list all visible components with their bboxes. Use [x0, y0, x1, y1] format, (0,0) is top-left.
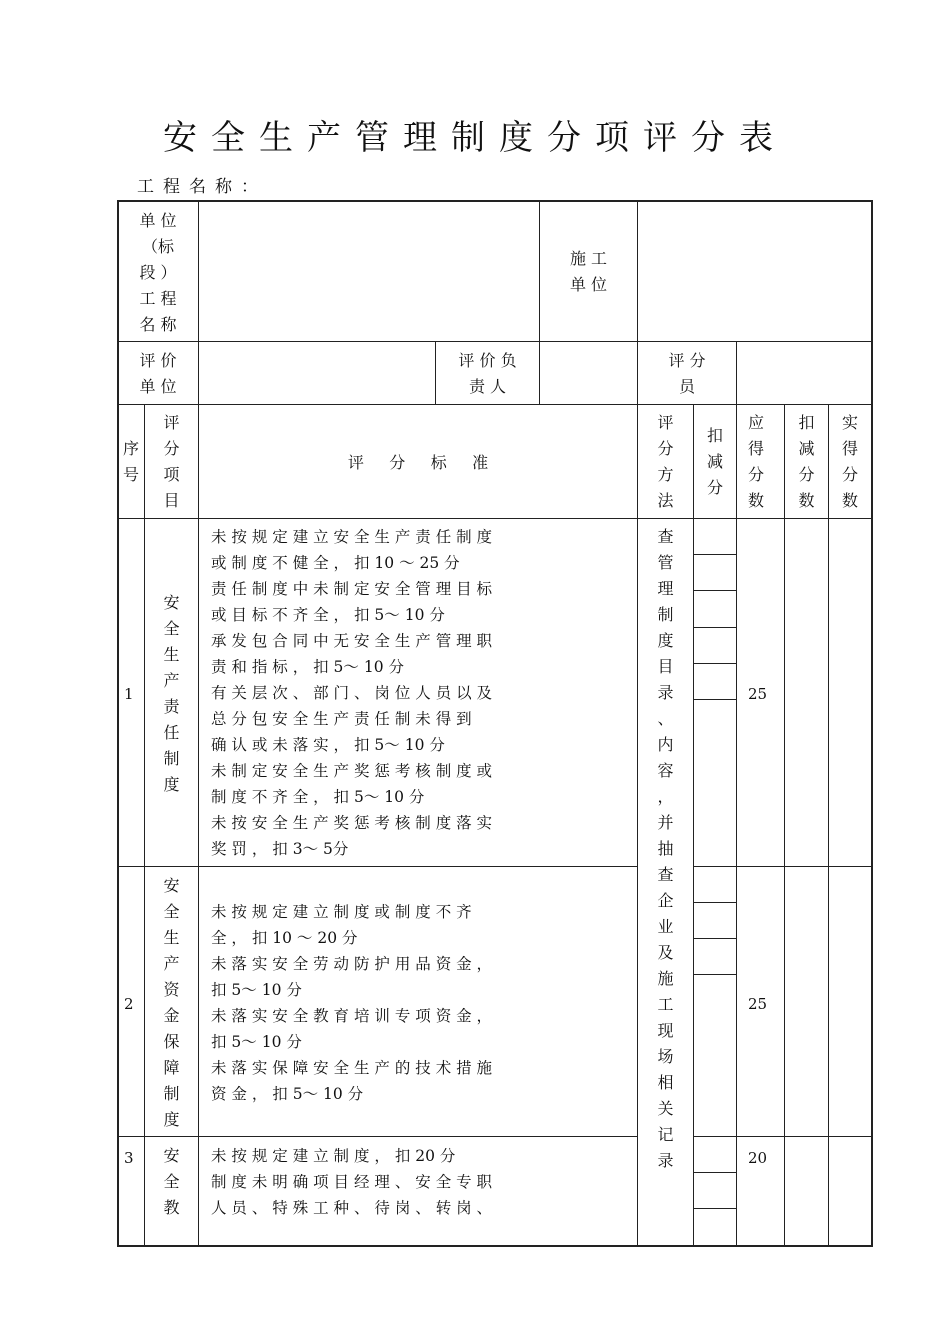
row2-item-char: 安: [163, 876, 180, 895]
row1-criteria-line: 总 分 包 安 全 生 产 责 任 制 未 得 到: [211, 710, 472, 728]
row1-criteria-line: 或 制 度 不 健 全 ， 扣 10 ～ 25 分: [211, 554, 460, 572]
method-char: 、: [657, 709, 674, 728]
eval-unit-field[interactable]: [199, 343, 434, 403]
row1-item-char: 产: [163, 671, 180, 690]
col-seq-header: [118, 436, 144, 488]
row3-item: [145, 1143, 198, 1221]
row2-seq: 2: [124, 995, 134, 1013]
eval-lead-field[interactable]: [540, 343, 636, 403]
page-title: 安全生产管理制度分项评分表: [163, 118, 787, 158]
method-char: ，: [657, 787, 674, 806]
row1-seq: 1: [124, 685, 134, 703]
row3-item-char: 全: [163, 1172, 180, 1191]
method-char: 关: [657, 1099, 674, 1118]
row3-criteria-line: 未 按 规 定 建 立 制 度 ， 扣 20 分: [211, 1147, 456, 1165]
row2-item-char: 保: [163, 1032, 180, 1051]
method-char: 及: [657, 943, 674, 962]
method-char: 制: [657, 605, 674, 624]
method-char: 抽: [657, 839, 674, 858]
row1-item-char: 度: [163, 775, 180, 794]
row2-criteria-line: 资 金 ， 扣 5～ 10 分: [211, 1085, 364, 1103]
project-name-label: 工程名称：: [137, 177, 267, 197]
row1-criteria-line: 责 和 指 标 ， 扣 5～ 10 分: [211, 658, 405, 676]
scorer-label: 评 分 员: [668, 351, 706, 396]
construction-unit-field[interactable]: [639, 202, 870, 340]
col-item-header: 评 分 项 目: [163, 413, 180, 510]
col-criteria-header: 评 分 标 准: [347, 453, 489, 472]
row3-criteria-line: 人 员 、 特 殊 工 种 、 待 岗 、 转 岗 、: [211, 1199, 493, 1217]
row1-item-char: 生: [163, 645, 180, 664]
method-char: 容: [657, 761, 674, 780]
col-actual-header: 实 得 分 数: [841, 413, 858, 510]
col-method-header: 评 分 方 法: [657, 413, 674, 510]
row2-criteria-line: 未 按 规 定 建 立 制 度 或 制 度 不 齐: [211, 903, 472, 921]
row2-criteria-line: 全 ， 扣 10 ～ 20 分: [211, 929, 358, 947]
method-char: 业: [657, 917, 674, 936]
row2-item-char: 生: [163, 928, 180, 947]
row1-criteria-line: 或 目 标 不 齐 全 ， 扣 5～ 10 分: [211, 606, 445, 624]
eval-lead-label: 评 价 负 责 人: [458, 351, 517, 396]
method-char: 工: [657, 995, 674, 1014]
row3-due: 20: [748, 1149, 768, 1167]
row3-item-char: 安: [163, 1146, 180, 1165]
row1-item-char: 安: [163, 593, 180, 612]
row1-item-char: 责: [163, 697, 180, 716]
unit-project-name-field[interactable]: [199, 202, 537, 340]
row1-criteria-line: 未 制 定 安 全 生 产 奖 惩 考 核 制 度 或: [211, 762, 493, 780]
col-due-header: 应 得 分 数: [747, 413, 764, 510]
row2-item-char: 制: [163, 1084, 180, 1103]
method-char: 录: [657, 1151, 674, 1170]
row2-item-char: 度: [163, 1110, 180, 1129]
row2-criteria-line: 扣 5～ 10 分: [211, 1033, 302, 1051]
row2-criteria: [211, 899, 623, 1107]
row2-criteria-line: 扣 5～ 10 分: [211, 981, 302, 999]
row1-criteria-line: 责 任 制 度 中 未 制 定 安 全 管 理 目 标: [211, 580, 493, 598]
row1-item: [145, 590, 198, 798]
row1-item-char: 全: [163, 619, 180, 638]
row2-criteria-line: 未 落 实 安 全 教 育 培 训 专 项 资 金 ，: [211, 1007, 493, 1025]
method-char: 现: [657, 1021, 674, 1040]
row2-item-char: 障: [163, 1058, 180, 1077]
row2-item-char: 金: [163, 1006, 180, 1025]
method-char: 内: [657, 735, 674, 754]
method-char: 记: [657, 1125, 674, 1144]
method-char: 目: [657, 657, 674, 676]
row1-criteria-line: 确 认 或 未 落 实 ， 扣 5～ 10 分: [211, 736, 445, 754]
row3-seq: 3: [124, 1149, 134, 1167]
row1-criteria-line: 未 按 规 定 建 立 安 全 生 产 责 任 制 度: [211, 528, 493, 546]
row1-criteria-line: 奖 罚 ， 扣 3～ 5分: [211, 840, 349, 858]
row2-item-char: 产: [163, 954, 180, 973]
method-char: 并: [657, 813, 674, 832]
row3-item-char: 教: [163, 1198, 180, 1217]
row1-criteria: [211, 524, 623, 862]
row2-item-char: 资: [163, 980, 180, 999]
method-char: 企: [657, 891, 674, 910]
row1-item-char: 制: [163, 749, 180, 768]
method-char: 场: [657, 1047, 674, 1066]
row2-criteria-line: 未 落 实 保 障 安 全 生 产 的 技 术 措 施: [211, 1059, 493, 1077]
row3-criteria: [211, 1143, 623, 1221]
method-char: 施: [657, 969, 674, 988]
method-text: [638, 524, 693, 1174]
scorer-field[interactable]: [737, 343, 870, 403]
row2-criteria-line: 未 落 实 安 全 劳 动 防 护 用 品 资 金 ，: [211, 955, 493, 973]
row3-criteria-line: 制 度 未 明 确 项 目 经 理 、 安 全 专 职: [211, 1173, 493, 1191]
row2-due: 25: [748, 995, 768, 1013]
row1-criteria-line: 制 度 不 齐 全 ， 扣 5～ 10 分: [211, 788, 425, 806]
method-char: 管: [657, 553, 674, 572]
method-char: 录: [657, 683, 674, 702]
col-deduct-header: 扣 减 分: [706, 426, 723, 497]
row1-criteria-line: 未 按 安 全 生 产 奖 惩 考 核 制 度 落 实: [211, 814, 493, 832]
col-seq-header-text: 序 号: [122, 439, 139, 484]
eval-unit-label: 评 价 单 位: [139, 351, 177, 396]
row2-item: [145, 873, 198, 1133]
row1-due: 25: [748, 685, 768, 703]
row1-criteria-line: 承 发 包 合 同 中 无 安 全 生 产 管 理 职: [211, 632, 493, 650]
method-char: 度: [657, 631, 674, 650]
construction-unit-label: 施 工 单 位: [569, 249, 608, 294]
row1-criteria-line: 有 关 层 次 、 部 门 、 岗 位 人 员 以 及: [211, 684, 493, 702]
method-char: 相: [657, 1073, 674, 1092]
col-deducted-header: 扣 减 分 数: [798, 413, 815, 510]
unit-project-name-label: 单 位 （标 段 ） 工 程 名 称: [139, 211, 177, 334]
method-char: 查: [657, 527, 674, 546]
method-char: 查: [657, 865, 674, 884]
row2-item-char: 全: [163, 902, 180, 921]
row1-item-char: 任: [163, 723, 180, 742]
method-char: 理: [657, 579, 674, 598]
